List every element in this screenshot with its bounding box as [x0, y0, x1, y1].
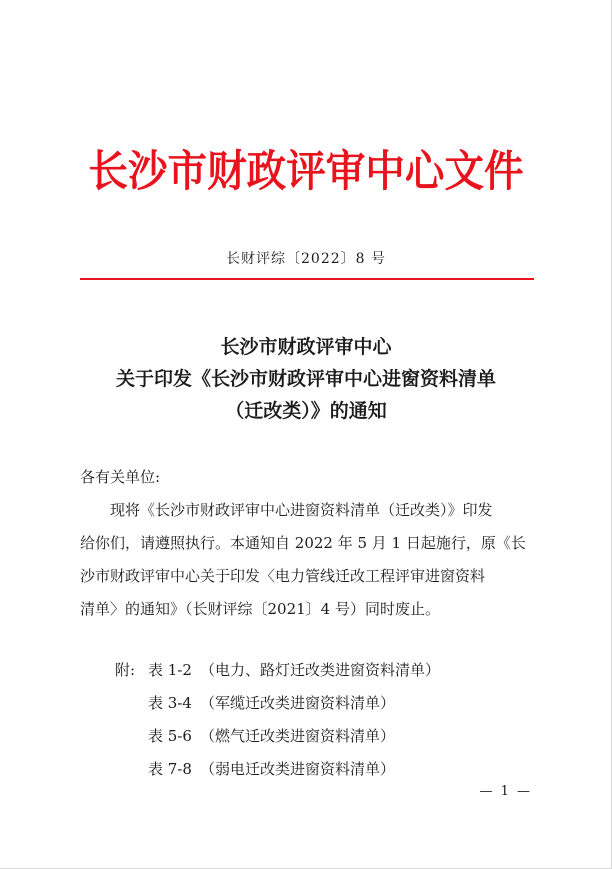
body-line-2: 给你们，请遵照执行。本通知自 2022 年 5 月 1 日起施行，原《长 — [80, 534, 526, 552]
body-line-1: 现将《长沙市财政评审中心进窗资料清单（迁改类）》印发 — [110, 501, 493, 519]
attachment-item — [148, 693, 395, 713]
attachment-desc: （电力、路灯迁改类进窗资料清单） — [199, 661, 440, 679]
body-line-3: 沙市财政评审中心关于印发〈电力管线迁改工程评审进窗资料 — [80, 567, 486, 585]
attachment-item — [115, 660, 440, 680]
salutation: 各有关单位: — [80, 468, 161, 486]
attachment-desc: （军缆迁改类进窗资料清单） — [199, 694, 395, 712]
attachment-table: 表 5-6 — [148, 727, 192, 745]
page-number: — 1 — — [479, 784, 532, 799]
notice-title-line-1: 长沙市财政评审中心 — [220, 336, 392, 358]
attachment-item — [148, 759, 395, 779]
attachment-table: 表 1-2 — [148, 661, 192, 679]
body-line-4: 清单〉的通知》（长财评综〔2021〕4 号）同时废止。 — [80, 600, 440, 618]
notice-title-line-3: （迁改类）》的通知 — [225, 400, 387, 422]
body-paragraph — [80, 494, 534, 626]
attachment-desc: （弱电迁改类进窗资料清单） — [199, 760, 395, 778]
issuer-title: 长沙市财政评审中心文件 — [88, 147, 524, 197]
notice-title-line-2: 关于印发《长沙市财政评审中心进窗资料清单 — [115, 368, 496, 390]
red-separator-line — [80, 278, 534, 280]
attachment-table: 表 3-4 — [148, 694, 192, 712]
attachment-label: 附: — [115, 661, 136, 679]
notice-title — [60, 331, 552, 427]
attachment-item — [148, 726, 395, 746]
attachment-desc: （燃气迁改类进窗资料清单） — [199, 727, 395, 745]
attachment-table: 表 7-8 — [148, 760, 192, 778]
document-number: 长财评综〔2022〕8 号 — [226, 251, 386, 267]
